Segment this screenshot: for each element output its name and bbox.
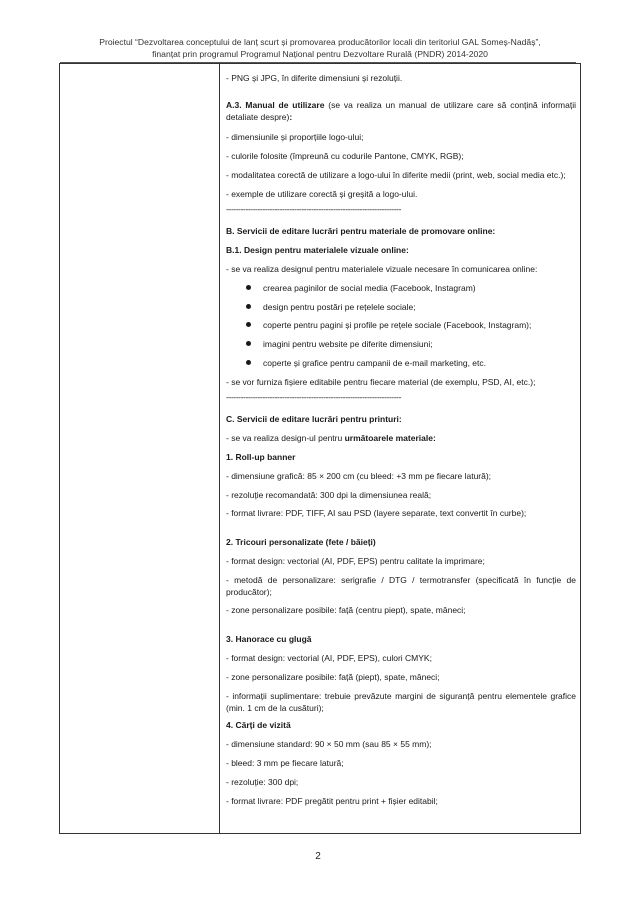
hoodies-item-2: - zone personalizare posibile: față (piept), spate, mâneci; <box>226 672 440 682</box>
business-cards-item-3: - rezoluție: 300 dpi; <box>226 777 299 787</box>
header-line-2: finanțat prin programul Programul Național pentru Dezvoltare Rurală (PNDR) 2014-2020 <box>152 48 488 59</box>
section-b-heading: B. Servicii de editare lucrări pentru materiale de promovare online: <box>226 226 496 236</box>
a3-item-3: - modalitatea corectă de utilizare a logo-ului în diferite medii (print, web, social media etc.); <box>226 170 566 180</box>
separator-1: ------------------------------------------------------------------------ <box>226 204 402 214</box>
section-c-heading: C. Servicii de editare lucrări pentru printuri: <box>226 414 402 424</box>
tshirts-item-2: - metodă de personalizare: serigrafie / DTG / termotransfer (specificată în funcție de producător); <box>226 575 576 597</box>
b1-bullet-item: crearea paginilor de social media (Facebook, Instagram) <box>226 282 593 294</box>
rollup-title: 1. Roll-up banner <box>226 452 296 462</box>
business-cards-item-2: - bleed: 3 mm pe fiecare latură; <box>226 758 344 768</box>
b1-editable-files: - se vor furniza fișiere editabile pentru fiecare material (de exemplu, PSD, AI, etc.); <box>226 377 536 387</box>
header-line-1: Proiectul “Dezvoltarea conceptului de lanț scurt și promovarea producătorilor locali din teritoriul GAL Someș-Nadăș”, <box>99 37 541 47</box>
table-column-divider <box>219 63 220 834</box>
bullet-dot-icon <box>246 322 251 327</box>
a3-intro: (se va realiza un manual de utilizare care să conțină informații detaliate despre) <box>226 100 576 122</box>
tshirts-item-3: - zone personalizare posibile: față (centru piept), spate, mâneci; <box>226 605 466 615</box>
b1-bullet-item: coperte pentru pagini și profile pe rețele sociale (Facebook, Instagram); <box>226 319 608 331</box>
business-cards-item-4: - format livrare: PDF pregătit pentru print + fișier editabil; <box>226 796 438 806</box>
a3-heading: A.3. Manual de utilizare <box>226 100 325 110</box>
tshirts-title: 2. Tricouri personalizate (fete / băieți) <box>226 537 376 547</box>
rollup-item-2: - rezoluție recomandată: 300 dpi la dimensiunea reală; <box>226 490 432 500</box>
page-number: 2 <box>315 851 321 862</box>
bullet-dot-icon <box>246 304 251 309</box>
document-header <box>60 37 580 60</box>
b1-bullet-item: imagini pentru website pe diferite dimensiuni; <box>226 338 593 350</box>
hoodies-title: 3. Hanorace cu glugă <box>226 634 312 644</box>
a3-item-1: - dimensiunile și proporțiile logo-ului; <box>226 132 364 142</box>
c-intro: - se va realiza design-ul pentru următoarele materiale: <box>226 433 436 443</box>
a3-item-4: - exemple de utilizare corectă și greșită a logo-ului. <box>226 189 418 199</box>
section-b1-heading: B.1. Design pentru materialele vizuale online: <box>226 245 409 255</box>
a3-colon: : <box>289 112 293 122</box>
rollup-item-3: - format livrare: PDF, TIFF, AI sau PSD (layere separate, text convertit în curbe); <box>226 508 527 518</box>
business-cards-title: 4. Cărți de vizită <box>226 720 291 730</box>
business-cards-item-1: - dimensiune standard: 90 × 50 mm (sau 85 × 55 mm); <box>226 739 432 749</box>
rollup-item-1: - dimensiune grafică: 85 × 200 cm (cu bleed: +3 mm pe fiecare latură); <box>226 471 492 481</box>
b1-bullet-item: coperte și grafice pentru campanii de e-mail marketing, etc. <box>226 357 593 369</box>
tshirts-item-1: - format design: vectorial (AI, PDF, EPS) pentru calitate la imprimare; <box>226 556 485 566</box>
hoodies-item-3: - informații suplimentare: trebuie prevăzute margini de siguranță pentru elementele grafice (min. 1 cm de la cusături); <box>226 691 576 713</box>
bullet-dot-icon <box>246 285 251 290</box>
a3-item-2: - culorile folosite (împreună cu codurile Pantone, CMYK, RGB); <box>226 151 464 161</box>
bullet-dot-icon <box>246 360 251 365</box>
a3-paragraph <box>226 99 576 123</box>
separator-2: ------------------------------------------------------------------------ <box>226 392 402 402</box>
png-line: - PNG și JPG, în diferite dimensiuni și rezoluții. <box>226 73 403 83</box>
bullet-dot-icon <box>246 341 251 346</box>
b1-intro: - se va realiza designul pentru materialele vizuale necesare în comunicarea online: <box>226 264 538 274</box>
hoodies-item-1: - format design: vectorial (AI, PDF, EPS), culori CMYK; <box>226 653 432 663</box>
b1-bullet-item: design pentru postări pe rețelele sociale; <box>226 301 593 313</box>
